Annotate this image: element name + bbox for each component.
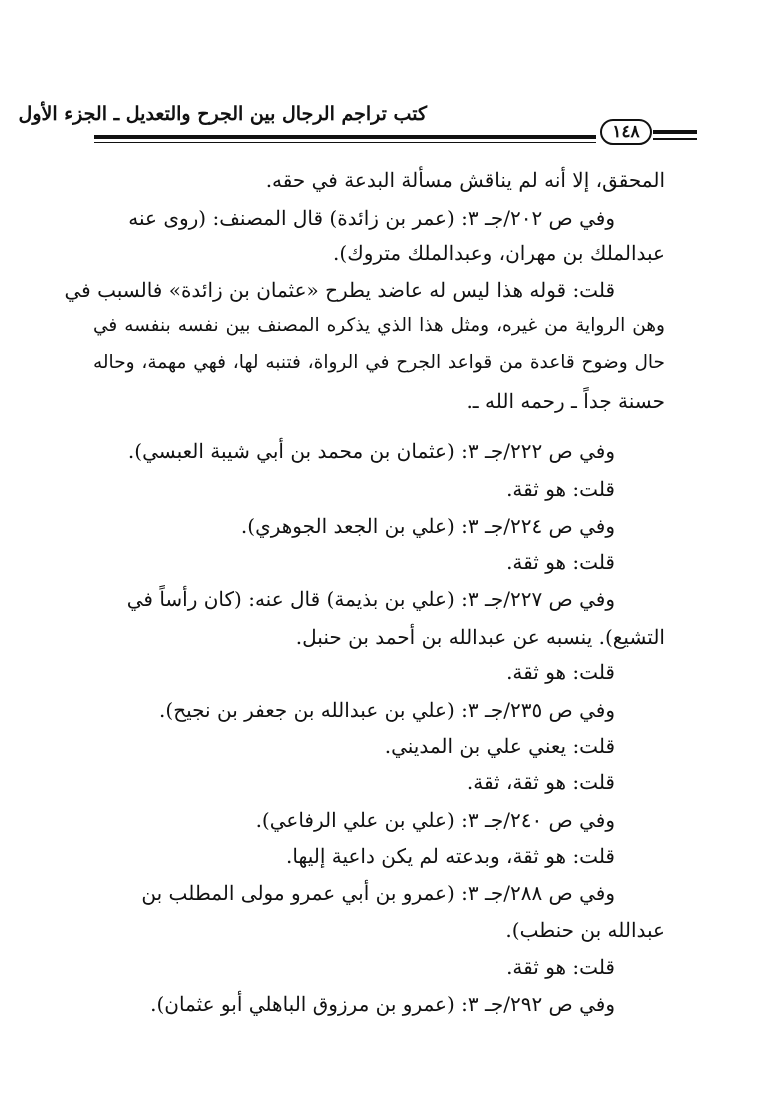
text-line: وفي ص ٢٣٥/جـ ٣: (علي بن عبدالله بن جعفر بن نجيح). (159, 698, 615, 722)
text-line: وفي ص ٢٩٢/جـ ٣: (عمرو بن مرزوق الباهلي أبو عثمان). (150, 992, 615, 1016)
header-rule-tail (653, 130, 697, 134)
text-line: وفي ص ٢٢٤/جـ ٣: (علي بن الجعد الجوهري). (240, 514, 615, 538)
text-line: حسنة جداً ـ رحمه الله ـ. (466, 389, 665, 413)
text-line: قلت: هو ثقة، ثقة. (466, 770, 615, 794)
text-line: قلت: قوله هذا ليس له عاضد يطرح «عثمان بن زائدة» فالسبب في (64, 278, 615, 302)
text-line: وفي ص ٢٤٠/جـ ٣: (علي بن علي الرفاعي). (255, 808, 615, 832)
text-line: عبدالله بن حنطب). (505, 918, 665, 942)
running-header-title: كتب تراجم الرجال بين الجرح والتعديل ـ الجزء الأول (18, 103, 427, 125)
text-line: التشيع). ينسبه عن عبدالله بن أحمد بن حنبل. (295, 625, 665, 649)
text-line: عبدالملك بن مهران، وعبدالملك متروك). (333, 241, 665, 265)
text-line: وفي ص ٢٠٢/جـ ٣: (عمر بن زائدة) قال المصنف: (روى عنه (128, 206, 615, 230)
text-line: حال وضوح قاعدة من قواعد الجرح في الرواة، فتنبه لها، فهي مهمة، وحاله (93, 352, 665, 373)
text-line: قلت: هو ثقة. (506, 955, 615, 979)
text-line: وفي ص ٢٢٢/جـ ٣: (عثمان بن محمد بن أبي شيبة العبسي). (127, 439, 615, 463)
text-line: المحقق، إلا أنه لم يناقش مسألة البدعة في حقه. (265, 168, 665, 192)
text-line: قلت: هو ثقة، وبدعته لم يكن داعية إليها. (286, 844, 615, 868)
header-rule-thin (94, 142, 596, 143)
text-line: قلت: هو ثقة. (506, 477, 615, 501)
header-rule-thick (94, 135, 596, 139)
page-number: ١٤٨ (600, 119, 652, 145)
text-line: وفي ص ٢٢٧/جـ ٣: (علي بن بذيمة) قال عنه: (كان رأساً في (126, 587, 615, 611)
text-line: وفي ص ٢٨٨/جـ ٣: (عمرو بن أبي عمرو مولى المطلب بن (141, 881, 615, 905)
text-line: وهن الرواية من غيره، ومثل هذا الذي يذكره المصنف بين نفسه بنفسه في (93, 315, 665, 336)
text-line: قلت: يعني علي بن المديني. (384, 734, 615, 758)
header-rule-tail-thin (653, 138, 697, 140)
text-line: قلت: هو ثقة. (506, 550, 615, 574)
text-line: قلت: هو ثقة. (506, 660, 615, 684)
